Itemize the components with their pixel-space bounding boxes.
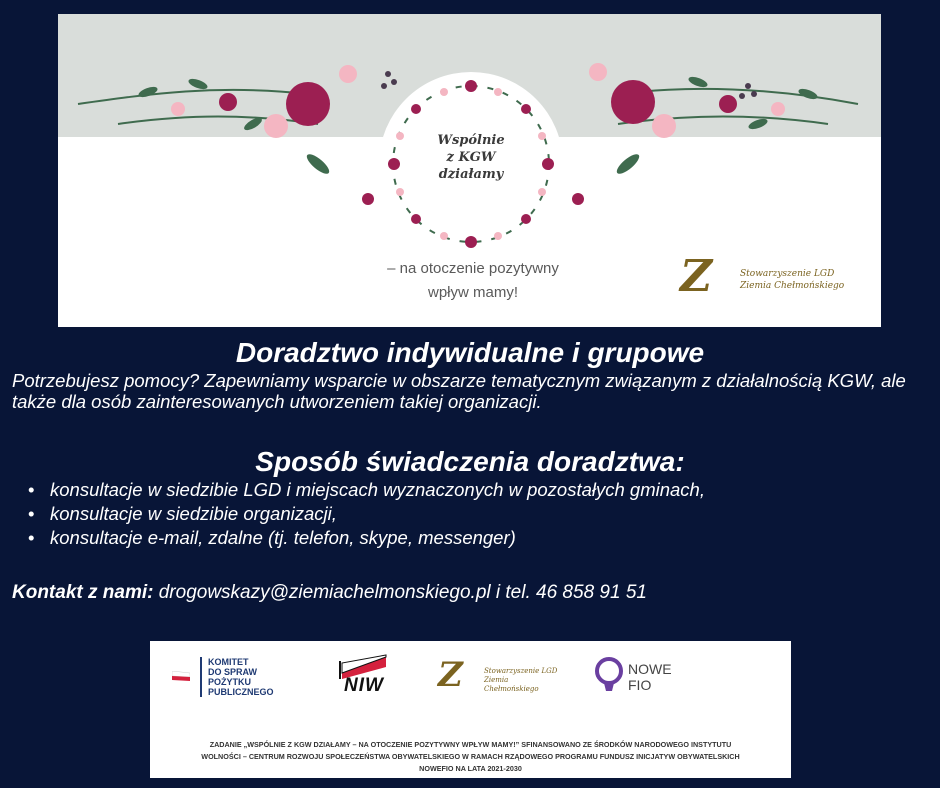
list-item: • konsultacje w siedzibie LGD i miejscach wyznaczonych w pozostałych gminach, xyxy=(28,478,933,502)
nowe-fio-logo xyxy=(594,655,694,697)
lgd-logo xyxy=(680,252,860,308)
lgd-z-mark-icon: Z xyxy=(438,655,463,695)
banner-title: Wspólnie z KGW działamy xyxy=(437,133,505,182)
list-item: • konsultacje e-mail, zdalne (tj. telefon, skype, messenger) xyxy=(28,526,933,550)
komitet-text: KOMITET DO SPRAW POŻYTKU PUBLICZNEGO xyxy=(208,657,274,697)
methods-heading: Sposób świadczenia doradztwa: xyxy=(255,446,685,477)
banner xyxy=(58,14,881,327)
lightbulb-icon xyxy=(594,657,624,693)
lgd-z-mark-icon: Z xyxy=(680,251,713,302)
fio-text: NOWE FIO xyxy=(628,661,672,693)
banner-subtitle: – na otoczenie pozytywny wpływ mamy! xyxy=(387,260,559,301)
list-item: • konsultacje w siedzibie organizacji, xyxy=(28,502,933,526)
contact-label: Kontakt z nami: xyxy=(12,582,154,603)
komitet-divider xyxy=(200,657,202,697)
intro-text: Potrzebujesz pomocy? Zapewniamy wsparcie w obszarze tematycznym związanym z działalnością KGW, ale także dla osób zainteresowanych utworzeniem takiej organizacji. xyxy=(12,370,906,412)
polish-flag-icon xyxy=(172,671,190,681)
page-title: Doradztwo indywidualne i grupowe xyxy=(235,337,705,368)
komitet-logo xyxy=(172,653,292,699)
niw-logo xyxy=(328,653,390,697)
funding-note: ZADANIE „WSPÓLNIE Z KGW DZIAŁAMY – NA OTOCZENIE POZYTYWNY WPŁYW MAMY!” SFINANSOWANO ZE ŚRODKÓW NARODOWEGO INSTYTUTU WOLNOŚCI – CENTRUM ROZWOJU SPOŁECZEŃSTWA OBYWATELSKIEGO W RAMACH RZĄDOWEGO PROGRAMU FUNDUSZ INICJATYW OBYWATELSKICH NOWEFIO NA LATA 2021-2030 xyxy=(201,740,740,773)
methods-list xyxy=(28,478,933,550)
contact-value: drogowskazy@ziemiachelmonskiego.pl i tel. 46 858 91 51 xyxy=(158,582,647,603)
lgd-footer-text: Stowarzyszenie LGD Ziemia Chełmońskiego xyxy=(484,667,558,693)
lgd-footer-logo xyxy=(438,655,558,695)
lgd-logo-text: Stowarzyszenie LGD Ziemia Chełmońskiego xyxy=(740,269,845,291)
niw-text: NIW xyxy=(344,675,384,696)
contact-line xyxy=(12,580,647,606)
footer-sponsors xyxy=(150,641,791,778)
